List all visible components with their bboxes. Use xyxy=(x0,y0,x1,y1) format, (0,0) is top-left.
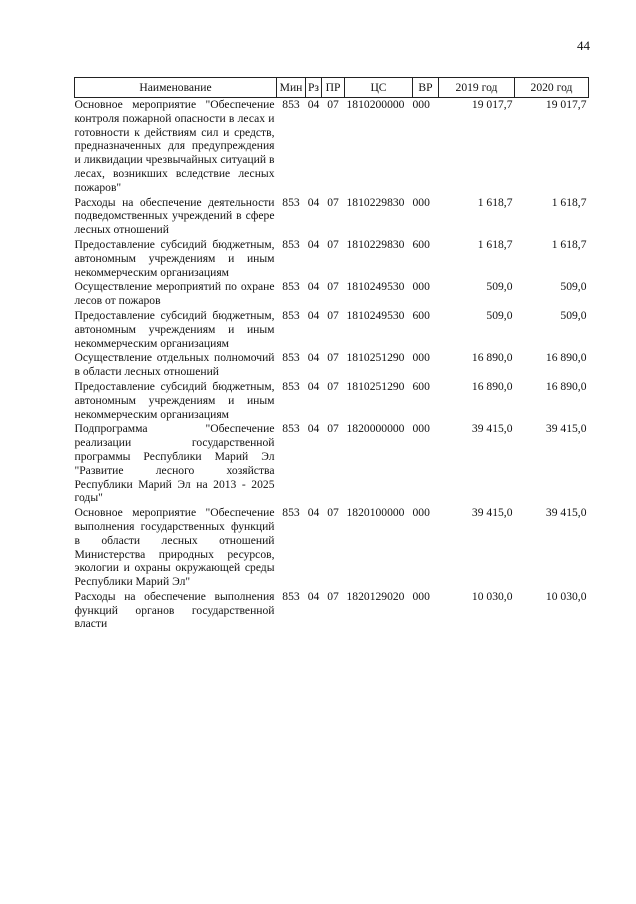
table-row xyxy=(75,351,589,380)
header-name: Наименование xyxy=(75,78,277,98)
row-name: Предоставление субсидий бюджетным, автономным учреждениям и иным некоммерческим организациям xyxy=(74,379,275,421)
row-pr: 07 xyxy=(327,506,339,520)
page-number: 44 xyxy=(577,38,590,53)
row-min: 853 xyxy=(282,195,300,209)
row-vr: 000 xyxy=(412,351,430,365)
row-amount-2019: 10 030,0 xyxy=(471,589,513,603)
row-amount-2019: 1 618,7 xyxy=(477,195,513,209)
row-min: 853 xyxy=(282,308,300,322)
row-min: 853 xyxy=(282,589,300,603)
row-cs: 1810229830 xyxy=(346,237,405,251)
row-cs: 1810249530 xyxy=(346,280,405,294)
row-pr: 07 xyxy=(327,195,339,209)
row-rz: 04 xyxy=(307,237,320,251)
row-amount-2019: 19 017,7 xyxy=(471,98,513,111)
row-amount-2019: 509,0 xyxy=(486,280,513,294)
row-amount-2020: 10 030,0 xyxy=(545,589,587,603)
row-pr: 07 xyxy=(327,308,339,322)
row-amount-2020: 1 618,7 xyxy=(551,237,587,251)
row-min: 853 xyxy=(282,379,300,393)
row-min: 853 xyxy=(282,280,300,294)
table-row xyxy=(75,196,589,238)
row-vr: 000 xyxy=(412,195,430,209)
row-min: 853 xyxy=(282,237,300,251)
row-name: Предоставление субсидий бюджетным, автономным учреждениям и иным некоммерческим организациям xyxy=(74,237,275,279)
row-min: 853 xyxy=(282,422,300,436)
row-amount-2019: 39 415,0 xyxy=(471,506,513,520)
row-name: Подпрограмма "Обеспечение реализации государственной программы Республики Марий Эл "Развитие лесного хозяйства Республики Марий Эл на 2013 - 2025 годы" xyxy=(74,422,275,505)
row-amount-2020: 39 415,0 xyxy=(545,506,587,520)
row-rz: 04 xyxy=(307,422,320,436)
row-name: Предоставление субсидий бюджетным, автономным учреждениям и иным некоммерческим организациям xyxy=(74,308,275,350)
row-amount-2019: 16 890,0 xyxy=(471,351,513,365)
row-cs: 1810249530 xyxy=(346,308,405,322)
row-amount-2020: 39 415,0 xyxy=(545,422,587,436)
row-vr: 000 xyxy=(412,589,430,603)
row-vr: 600 xyxy=(412,379,430,393)
row-name: Основное мероприятие "Обеспечение выполнения государственных функций в области лесных отношений Министерства природных ресурсов, экологии и охраны окружающей среды Республики Марий Эл" xyxy=(74,506,275,589)
row-rz: 04 xyxy=(307,506,320,520)
row-rz: 04 xyxy=(307,379,320,393)
row-vr: 000 xyxy=(412,280,430,294)
row-amount-2020: 1 618,7 xyxy=(551,195,587,209)
row-pr: 07 xyxy=(327,422,339,436)
table-row xyxy=(75,238,589,280)
row-name: Расходы на обеспечение деятельности подведомственных учреждений в сфере лесных отношений xyxy=(74,195,275,237)
row-vr: 000 xyxy=(412,98,430,111)
row-cs: 1810200000 xyxy=(346,98,405,111)
row-cs: 1810229830 xyxy=(346,195,405,209)
row-min: 853 xyxy=(282,351,300,365)
row-pr: 07 xyxy=(327,280,339,294)
header-2019: 2019 год xyxy=(439,78,515,98)
row-amount-2019: 1 618,7 xyxy=(477,237,513,251)
row-rz: 04 xyxy=(307,98,320,111)
header-rz: Рз xyxy=(306,78,322,98)
row-amount-2019: 39 415,0 xyxy=(471,422,513,436)
row-name: Основное мероприятие "Обеспечение контроля пожарной опасности в лесах и готовности к действиям сил и средств, предназначенных для предупреждения и ликвидации чрезвычайных ситуаций в лесах, возникших вследствие лесных пожаров" xyxy=(74,98,275,194)
row-name: Расходы на обеспечение выполнения функций органов государственной власти xyxy=(74,589,275,631)
row-pr: 07 xyxy=(327,237,339,251)
row-rz: 04 xyxy=(307,589,320,603)
table-row xyxy=(75,380,589,422)
row-cs: 1810251290 xyxy=(346,379,405,393)
row-rz: 04 xyxy=(307,195,320,209)
row-amount-2020: 16 890,0 xyxy=(545,351,587,365)
header-min: Мин xyxy=(277,78,306,98)
row-amount-2020: 509,0 xyxy=(560,308,587,322)
row-amount-2020: 509,0 xyxy=(560,280,587,294)
table-row xyxy=(75,506,589,590)
header-row xyxy=(75,78,589,98)
table-row xyxy=(75,422,589,506)
row-amount-2020: 19 017,7 xyxy=(545,98,587,111)
row-rz: 04 xyxy=(307,351,320,365)
table-row xyxy=(75,280,589,309)
row-rz: 04 xyxy=(307,308,320,322)
table-header xyxy=(75,78,589,98)
row-amount-2019: 509,0 xyxy=(486,308,513,322)
row-cs: 1820129020 xyxy=(346,589,405,603)
table-body xyxy=(75,98,589,633)
row-amount-2020: 16 890,0 xyxy=(545,379,587,393)
row-pr: 07 xyxy=(327,351,339,365)
header-vr: ВР xyxy=(413,78,439,98)
row-cs: 1820100000 xyxy=(346,506,405,520)
row-cs: 1810251290 xyxy=(346,351,405,365)
row-amount-2019: 16 890,0 xyxy=(471,379,513,393)
row-name: Осуществление отдельных полномочий в области лесных отношений xyxy=(74,351,275,379)
budget-table xyxy=(74,77,589,632)
header-cs: ЦС xyxy=(345,78,413,98)
row-rz: 04 xyxy=(307,280,320,294)
table-row xyxy=(75,590,589,632)
row-vr: 000 xyxy=(412,422,430,436)
row-vr: 600 xyxy=(412,308,430,322)
row-pr: 07 xyxy=(327,98,339,111)
table-row xyxy=(75,98,589,196)
row-min: 853 xyxy=(282,506,300,520)
row-pr: 07 xyxy=(327,379,339,393)
row-min: 853 xyxy=(282,98,300,111)
row-vr: 600 xyxy=(412,237,430,251)
header-pr: ПР xyxy=(322,78,345,98)
row-vr: 000 xyxy=(412,506,430,520)
row-cs: 1820000000 xyxy=(346,422,405,436)
row-name: Осуществление мероприятий по охране лесов от пожаров xyxy=(74,280,275,308)
row-pr: 07 xyxy=(327,589,339,603)
header-2020: 2020 год xyxy=(515,78,589,98)
table-row xyxy=(75,309,589,351)
